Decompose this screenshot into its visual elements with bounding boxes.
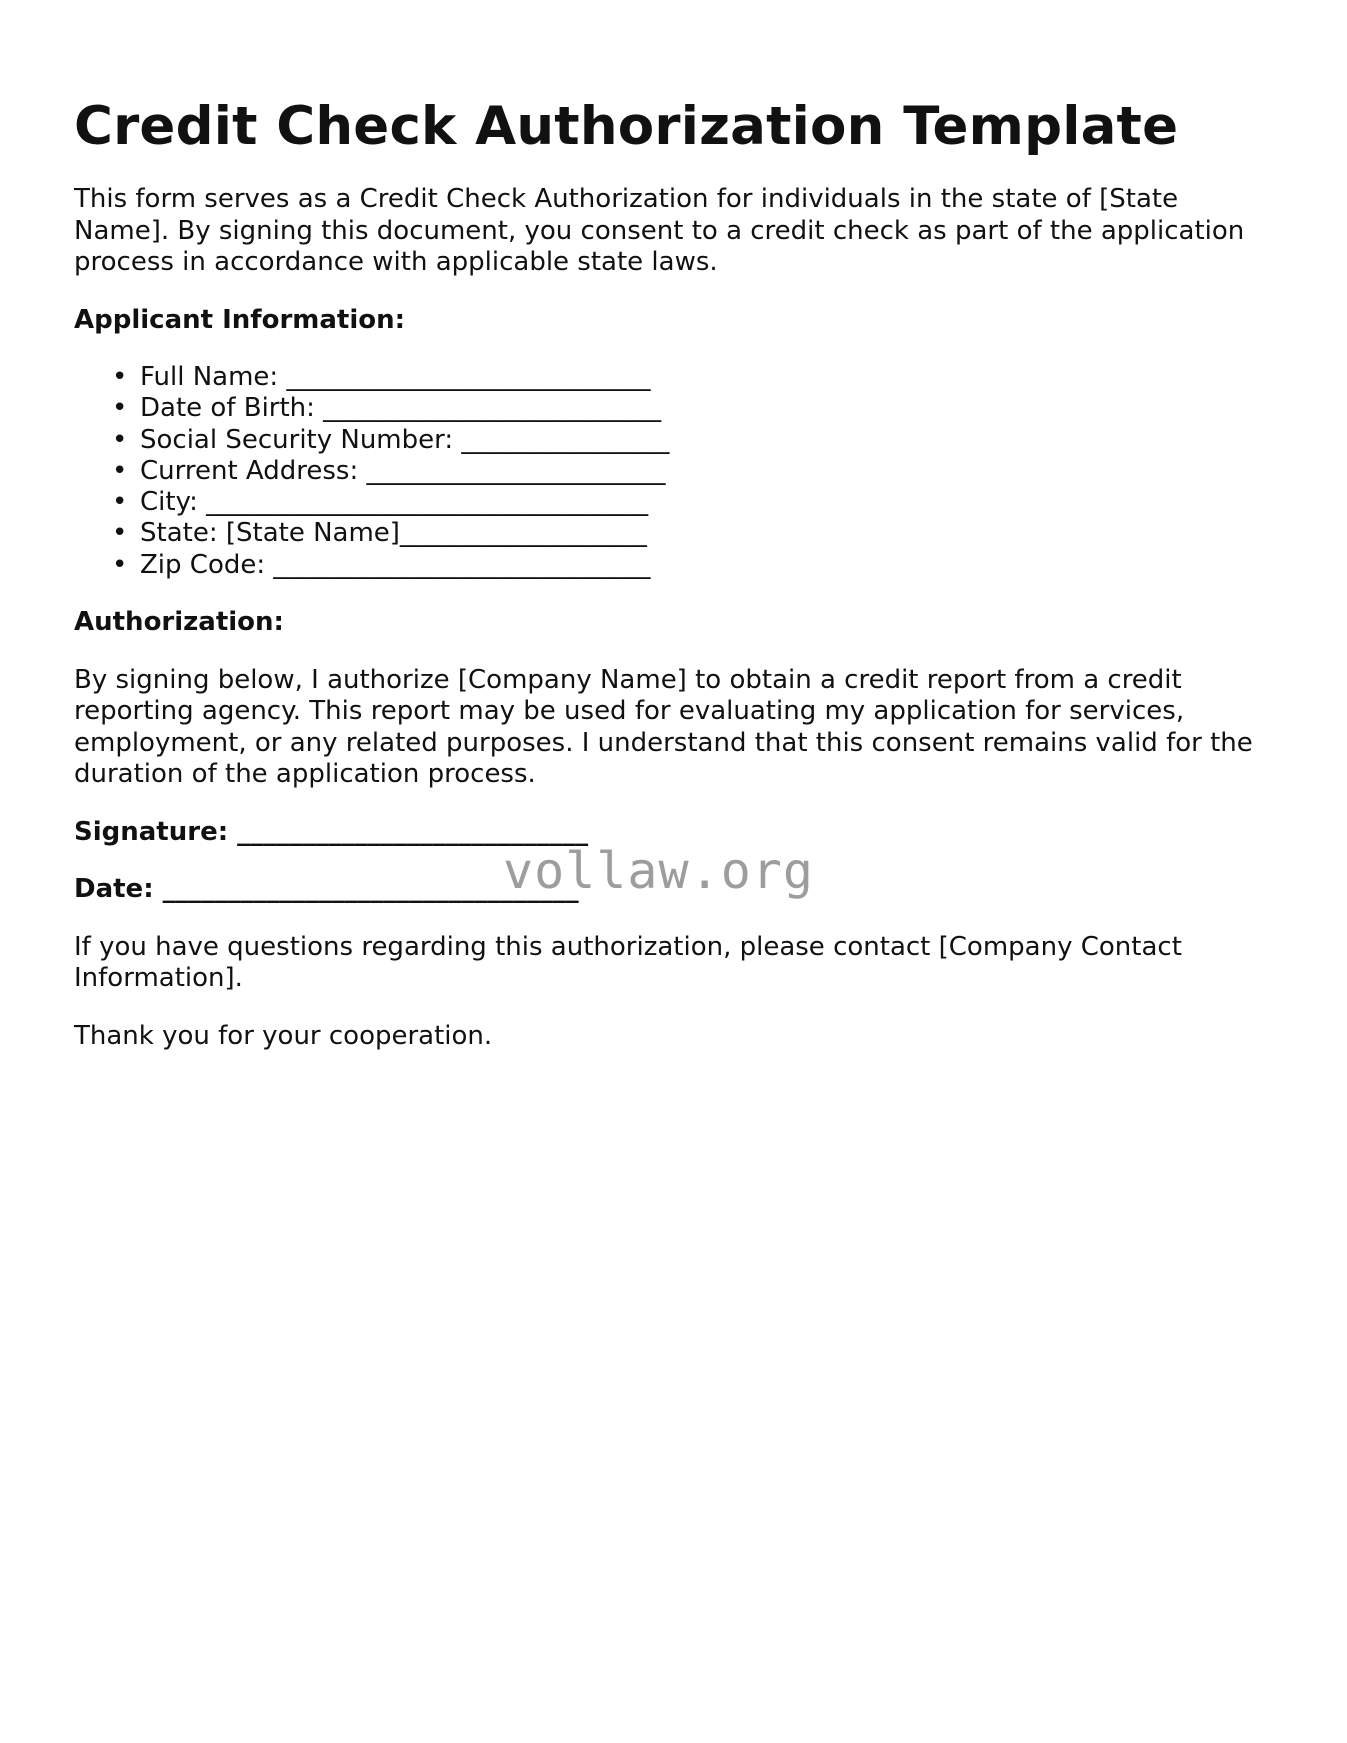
signature-line: Signature: ___________________________ <box>74 816 589 847</box>
list-item <box>112 424 1274 456</box>
date-line: Date: ________________________________ <box>74 874 579 905</box>
closing-text: Thank you for your cooperation. <box>74 1020 493 1051</box>
zip-code-field: Zip Code: _____________________________ <box>140 549 651 580</box>
bullet-icon: • <box>112 455 128 486</box>
bullet-icon: • <box>112 518 128 549</box>
bullet-icon: • <box>112 424 128 455</box>
applicant-information-heading: Applicant Information: <box>74 304 406 335</box>
ssn-field: Social Security Number: ________________ <box>140 424 670 455</box>
list-item <box>112 362 1274 393</box>
page-title: Credit Check Authorization Template <box>74 96 1179 157</box>
contact-paragraph: If you have questions regarding this authorization, please contact [Company Contact Information]. <box>74 931 1182 994</box>
list-item <box>112 455 1274 487</box>
authorization-heading: Authorization: <box>74 607 284 638</box>
date-of-birth-field: Date of Birth: __________________________ <box>140 393 662 424</box>
bullet-icon: • <box>112 362 128 392</box>
city-field: City: __________________________________ <box>140 487 649 518</box>
full-name-field: Full Name: ____________________________ <box>140 362 651 392</box>
authorization-paragraph: By signing below, I authorize [Company Name] to obtain a credit report from a credit reporting agency. This report may be used for evaluating my application for services, employment, or any related purposes. I understand that this consent remains valid for the duration of the application process. <box>74 664 1253 790</box>
watermark: vollaw.org <box>503 842 815 900</box>
list-item <box>112 487 1274 518</box>
bullet-icon: • <box>112 393 128 424</box>
state-field: State: [State Name]___________________ <box>140 518 647 549</box>
list-item <box>112 393 1274 424</box>
applicant-fields-list <box>74 362 1274 581</box>
current-address-field: Current Address: _______________________ <box>140 455 666 486</box>
list-item <box>112 518 1274 549</box>
bullet-icon: • <box>112 549 128 580</box>
bullet-icon: • <box>112 487 128 518</box>
document-page <box>74 92 1274 1052</box>
intro-paragraph: This form serves as a Credit Check Authorization for individuals in the state of [State Name]. By signing this document, you consent to a credit check as part of the application process in accordance with applicable state laws. <box>74 184 1245 277</box>
list-item <box>112 549 1274 581</box>
